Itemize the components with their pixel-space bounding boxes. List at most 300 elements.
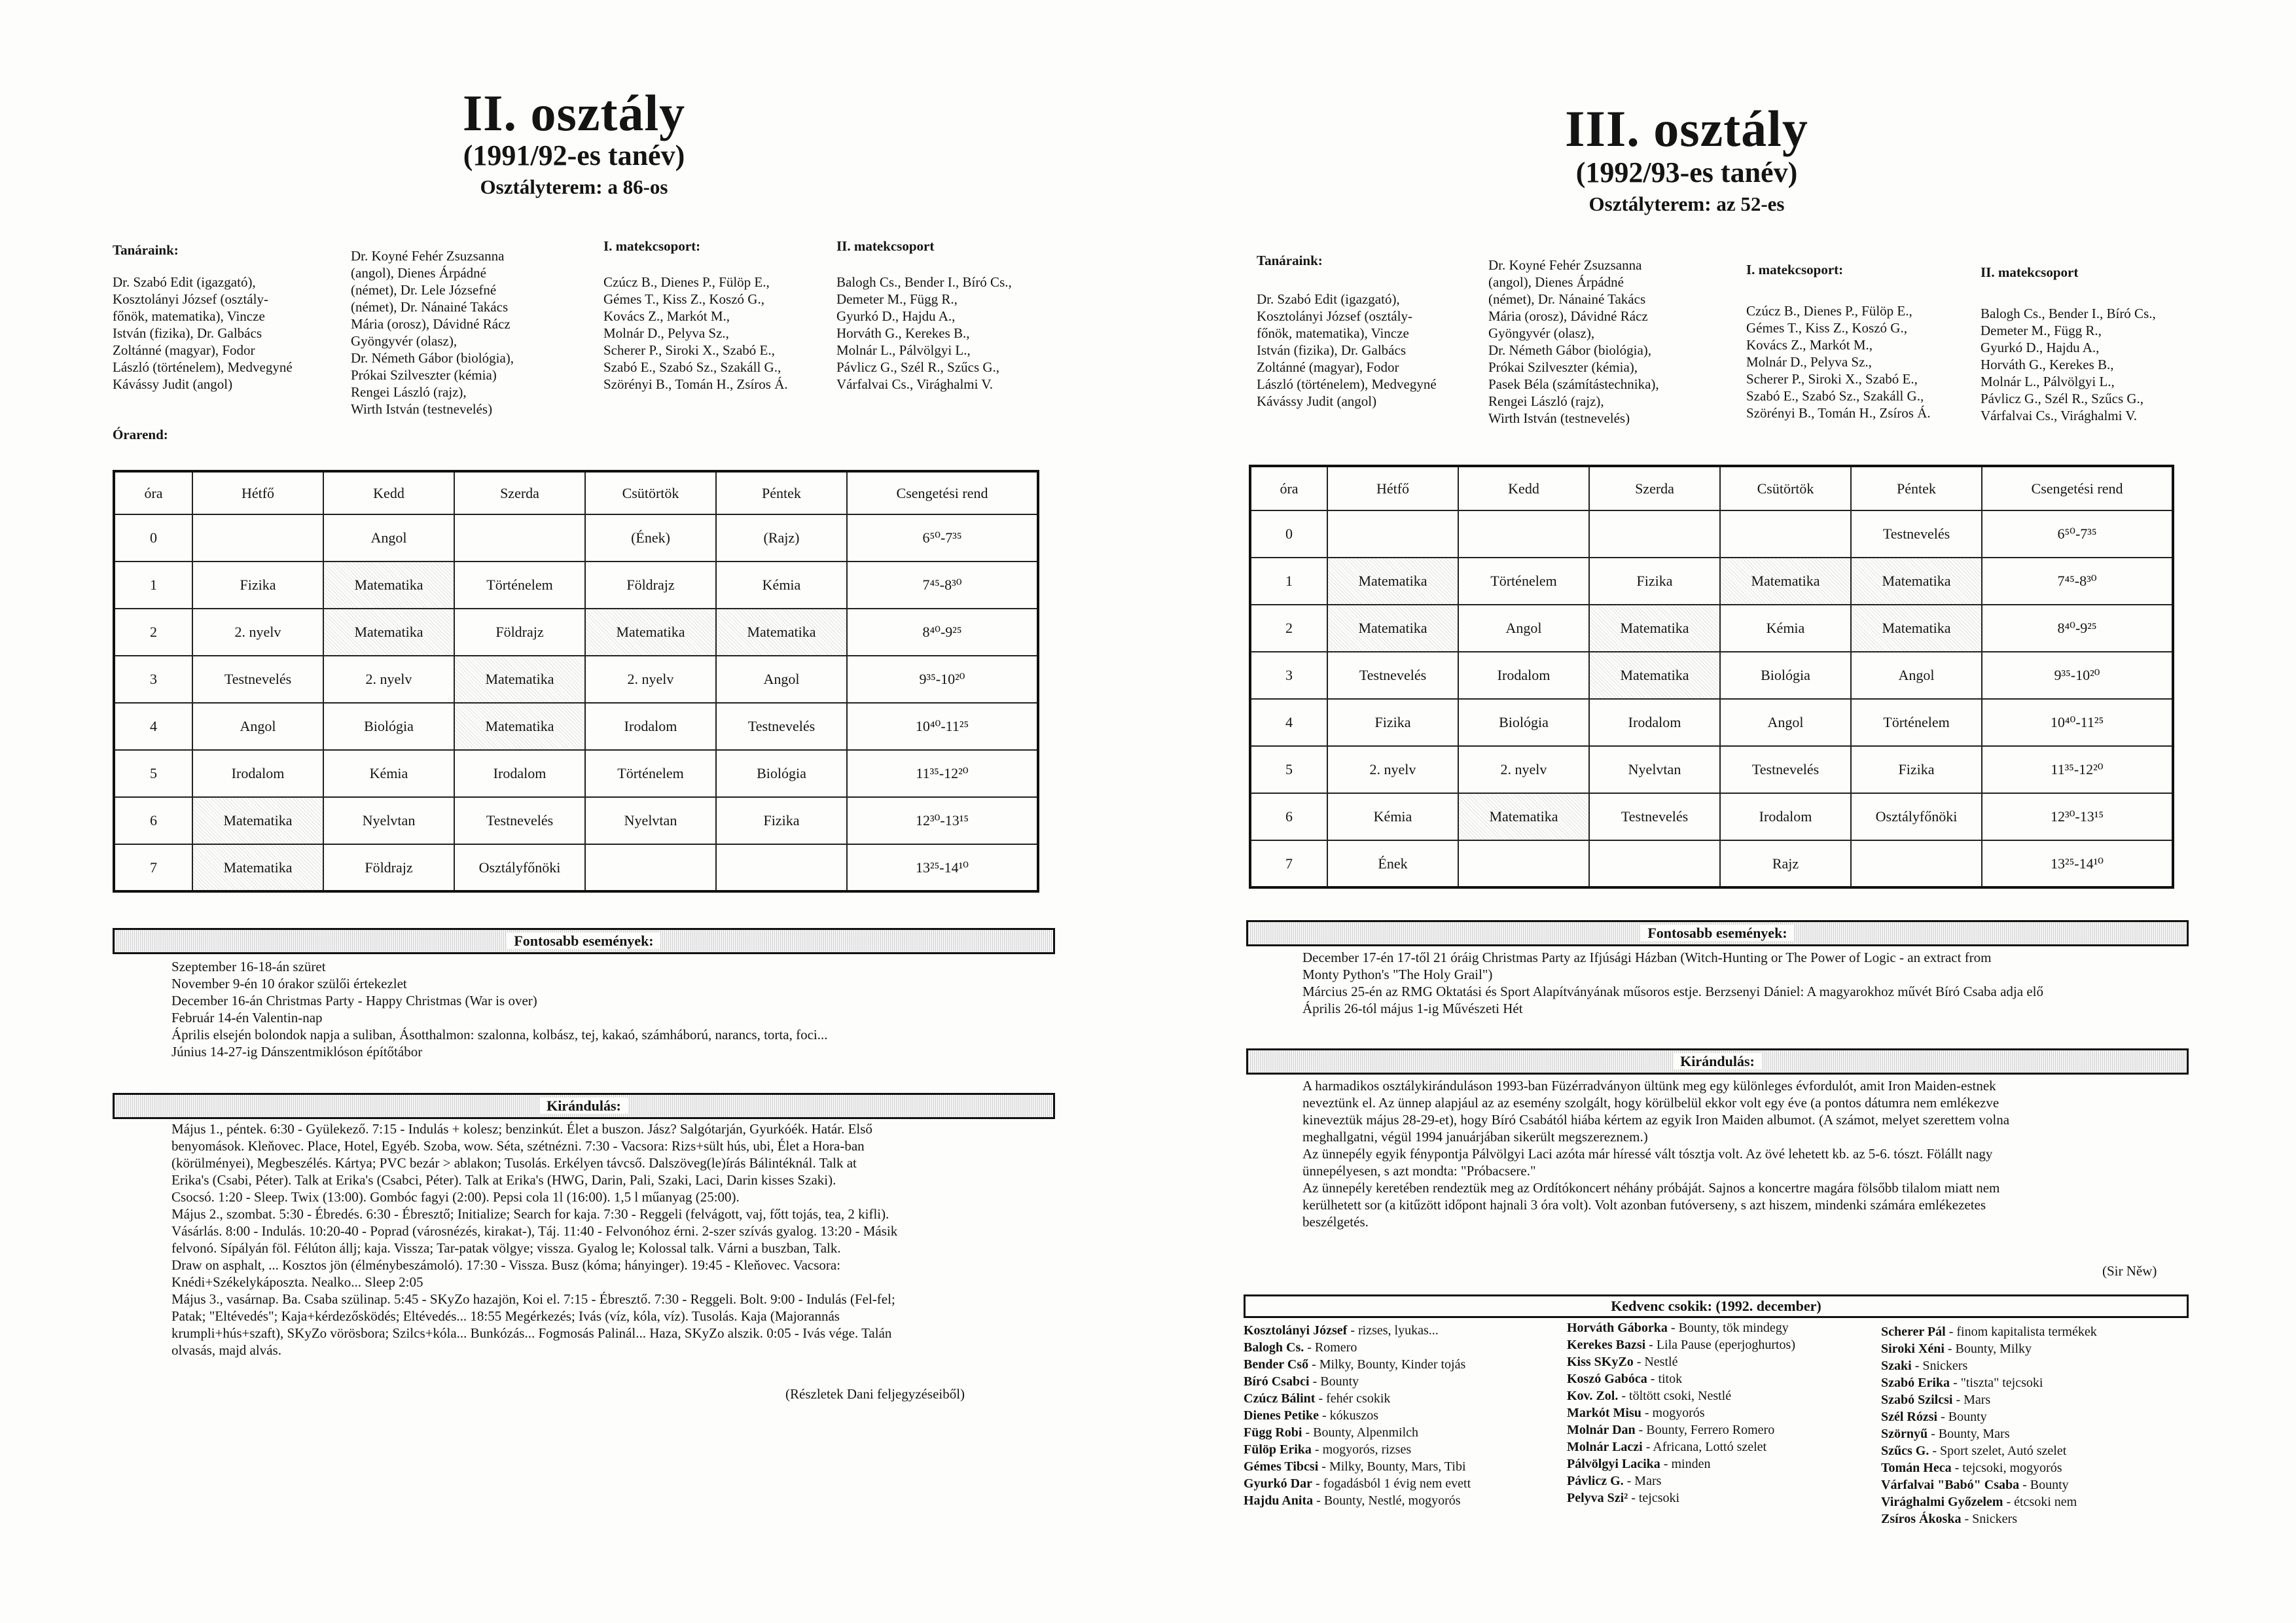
candy-entry [1881, 1425, 2097, 1442]
lesson-cell: Fizika [1327, 699, 1458, 746]
trip-signature: (Sir Něw) [2102, 1263, 2157, 1279]
bell-time: 12³⁰-13¹⁵ [847, 797, 1038, 844]
bell-time: 11³⁵-12²⁰ [1982, 746, 2173, 793]
text-line: December 16-án Christmas Party - Happy Christmas (War is over) [171, 993, 537, 1008]
lesson-cell: Történelem [585, 750, 716, 797]
lesson-cell [1851, 840, 1982, 887]
period-number: 1 [114, 562, 192, 609]
teachers-list-2: Dr. Koyné Fehér Zsuzsanna (angol), Dienes Árpádné (német), Dr. Lele Józsefné (német), Dr. Nánainé Takács Mária (orosz), Dávidné Rácz Gyöngyvér (olasz), Dr. Németh Gábor (biológia), Prókai Szilveszter (kémia) Rengei László (rajz), Wirth István (testnevelés) [351, 248, 514, 417]
lesson-cell: Matematika [585, 609, 716, 656]
lesson-cell: Matematika [192, 797, 323, 844]
candy-entry [1567, 1353, 1795, 1370]
favourite-chocolate: - Bounty, Ferrero Romero [1635, 1423, 1775, 1437]
candy-entry [1881, 1374, 2097, 1391]
favourite-chocolate: - mogyorós, rizses [1311, 1442, 1412, 1457]
student-name: Tomán Heca [1881, 1461, 1952, 1475]
lesson-cell: Irodalom [454, 750, 585, 797]
favourite-chocolate: - Snickers [1961, 1512, 2017, 1526]
favourite-chocolate: - Bounty [1309, 1374, 1359, 1389]
lesson-cell: Matematika [716, 609, 847, 656]
favourite-chocolate: - Bounty [1937, 1410, 1987, 1424]
lesson-cell: Angol [716, 656, 847, 703]
lesson-cell: Biológia [323, 703, 454, 750]
lesson-cell [1458, 510, 1589, 558]
lesson-cell [585, 844, 716, 891]
lesson-cell: Matematika [1851, 605, 1982, 652]
trip-banner: Kirándulás: [1246, 1048, 2189, 1075]
lesson-cell: Angol [323, 514, 454, 562]
text-line: benyomások. Kleňovec. Place, Hotel, Egyéb. Szoba, wow. Séta, szétnézni. 7:30 - Vacsora: Rizs+sült hús, ubi, Élet a Hora-ban [171, 1138, 865, 1154]
lesson-cell: Ének [1327, 840, 1458, 887]
timetable-header-cell: Csengetési rend [847, 471, 1038, 514]
favourite-chocolate: - "tiszta" tejcsoki [1950, 1376, 2043, 1390]
student-name: Kosztolányi József [1244, 1323, 1348, 1338]
text-line: neveztünk el. Az ünnep alapjául az az esemény szolgált, hogy körülbelül ekkor volt egy éve (a pontos dátumra nem emlékezve [1302, 1095, 2000, 1111]
lesson-cell: Matematika [454, 656, 585, 703]
timetable-row [1250, 652, 2173, 699]
favourite-chocolate: - fehér csokik [1315, 1391, 1391, 1406]
events-list [1302, 949, 2043, 1017]
candy-entry [1567, 1489, 1795, 1507]
lesson-cell: Fizika [1851, 746, 1982, 793]
lesson-cell: Fizika [716, 797, 847, 844]
candy-entry [1244, 1322, 1471, 1339]
lesson-cell: Földrajz [323, 844, 454, 891]
timetable-heading: Órarend: [113, 427, 168, 442]
page-title: II. osztály [462, 84, 686, 141]
lesson-cell: 2. nyelv [1458, 746, 1589, 793]
candy-entry [1567, 1438, 1795, 1455]
lesson-cell: Matematika [1720, 558, 1851, 605]
lesson-cell: Testnevelés [1589, 793, 1720, 840]
student-name: Bíró Csabci [1244, 1374, 1310, 1389]
teachers-list-1: Dr. Szabó Edit (igazgató), Kosztolányi József (osztály- főnök, matematika), Vincze István (fizika), Dr. Galbács Zoltánné (magyar), Fodor László (történelem), Medvegyné Kávássy Judit (angol) [113, 274, 293, 392]
timetable-header-cell: óra [114, 471, 192, 514]
student-name: Szél Rózsi [1881, 1410, 1938, 1424]
lesson-cell: Testnevelés [192, 656, 323, 703]
candy-entry [1567, 1472, 1795, 1489]
student-name: Scherer Pál [1881, 1325, 1946, 1339]
lesson-cell: Irodalom [192, 750, 323, 797]
candy-entry [1881, 1340, 2097, 1357]
text-line: meghallgatni, végül 1994 januárjában sikerült megszereznem.) [1302, 1129, 1648, 1145]
lesson-cell: Testnevelés [1720, 746, 1851, 793]
lesson-cell: Testnevelés [1851, 510, 1982, 558]
lesson-cell: Osztályfőnöki [1851, 793, 1982, 840]
lesson-cell: Kémia [1720, 605, 1851, 652]
favourite-chocolate: - minden [1660, 1457, 1711, 1471]
text-line: December 17-én 17-től 21 óráig Christmas Party az Ifjúsági Házban (Witch-Hunting or The Power of Logic - an extract from [1302, 950, 1992, 965]
period-number: 0 [114, 514, 192, 562]
lesson-cell: Osztályfőnöki [454, 844, 585, 891]
favourite-chocolate: - rizses, lyukas... [1347, 1323, 1439, 1338]
period-number: 0 [1250, 510, 1327, 558]
student-name: Hajdu Anita [1244, 1493, 1314, 1508]
bell-time: 8⁴⁰-9²⁵ [847, 609, 1038, 656]
student-name: Balogh Cs. [1244, 1340, 1304, 1355]
timetable-header-row [1250, 466, 2173, 510]
lesson-cell: Nyelvtan [1589, 746, 1720, 793]
teachers-list-2: Dr. Koyné Fehér Zsuzsanna (angol), Dienes Árpádné (német), Dr. Nánainé Takács Mária (orosz), Dávidné Rácz Gyöngyvér (olasz), Dr. Németh Gábor (biológia), Prókai Szilveszter (kémia), Pasek Béla (számítástechnika), Rengei László (rajz), Wirth István (testnevelés) [1488, 257, 1659, 426]
lesson-cell: 2. nyelv [585, 656, 716, 703]
timetable-header-cell: Hétfő [192, 471, 323, 514]
trip-text [171, 1120, 897, 1359]
lesson-cell: Történelem [1458, 558, 1589, 605]
candy-entry [1244, 1356, 1471, 1373]
lesson-cell [192, 514, 323, 562]
candy-entry [1567, 1387, 1795, 1404]
timetable-row [114, 797, 1038, 844]
text-line: Monty Python's "The Holy Grail") [1302, 967, 1493, 982]
timetable-row [114, 562, 1038, 609]
text-line: Május 3., vasárnap. Ba. Csaba szülinap. 5:45 - SKyZo hazajön, Koi el. 7:15 - Ébresztő. 7:30 - Reggeli. Bolt. 9:00 - Indulás (Fel-fel; [171, 1291, 895, 1307]
period-number: 1 [1250, 558, 1327, 605]
student-name: Szaki [1881, 1359, 1912, 1373]
candy-entry [1567, 1421, 1795, 1438]
text-line: kineveztük május 28-29-et), hogy Bíró Csabától hiába kértem az egyik Iron Maiden albumot. (A számot, melyet szerettem volna [1302, 1112, 2010, 1128]
candy-entry [1244, 1492, 1471, 1509]
favourite-chocolate: - Milky, Bounty, Kinder tojás [1308, 1357, 1466, 1372]
candy-entry [1881, 1493, 2097, 1510]
favourite-chocolate: - Snickers [1911, 1359, 1968, 1373]
right-page [1148, 0, 2296, 1623]
timetable-row [114, 609, 1038, 656]
lesson-cell: Matematika [1851, 558, 1982, 605]
student-name: Dienes Petike [1244, 1408, 1319, 1423]
student-name: Koszó Gabóca [1567, 1372, 1647, 1386]
student-name: Pávlicz G. [1567, 1474, 1624, 1488]
math-group-2-list: Balogh Cs., Bender I., Bíró Cs., Demeter M., Függ R., Gyurkó D., Hajdu A., Horváth G., Kerekes B., Molnár L., Pálvölgyi L., Pávlicz G., Szél R., Szűcs G., Várfalvai Cs., Virághalmi V. [836, 274, 1012, 392]
timetable-header-cell: óra [1250, 466, 1327, 510]
lesson-cell: Rajz [1720, 840, 1851, 887]
candy-entry [1244, 1458, 1471, 1475]
candy-column-1 [1244, 1322, 1471, 1509]
lesson-cell: Angol [1720, 699, 1851, 746]
timetable [1249, 465, 2174, 889]
lesson-cell: Matematika [323, 609, 454, 656]
timetable-row [1250, 793, 2173, 840]
text-line: beszélgetés. [1302, 1214, 1369, 1230]
bell-time: 6⁵⁰-7³⁵ [847, 514, 1038, 562]
lesson-cell: Matematika [1589, 605, 1720, 652]
candy-entry [1567, 1336, 1795, 1353]
favourite-chocolate: - tejcsoki, mogyorós [1951, 1461, 2062, 1475]
lesson-cell: Kémia [716, 562, 847, 609]
student-name: Bender Cső [1244, 1357, 1309, 1372]
math-group-2-list: Balogh Cs., Bender I., Bíró Cs., Demeter M., Függ R., Gyurkó D., Hajdu A., Horváth G., Kerekes B., Molnár L., Pálvölgyi L., Pávlicz G., Szél R., Szűcs G., Várfalvai Cs., Virághalmi V. [1981, 306, 2156, 423]
period-number: 3 [114, 656, 192, 703]
text-line: krumpli+hús+szaft), SKyZo vörösbora; Szilcs+kóla... Bunkózás... Fogmosás Palinál... Haza, SKyZo alszik. 0:05 - Ivás vége. Talán [171, 1325, 892, 1341]
favourite-chocolate: - Bounty, Mars [1928, 1427, 2010, 1441]
candy-entry [1881, 1510, 2097, 1527]
timetable-row [1250, 746, 2173, 793]
lesson-cell: Matematika [192, 844, 323, 891]
lesson-cell: Földrajz [585, 562, 716, 609]
favourite-chocolate: - Milky, Bounty, Mars, Tibi [1318, 1459, 1466, 1474]
timetable-header-cell: Szerda [1589, 466, 1720, 510]
bell-time: 12³⁰-13¹⁵ [1982, 793, 2173, 840]
candy-entry [1881, 1357, 2097, 1374]
lesson-cell: Angol [1458, 605, 1589, 652]
text-line: Vásárlás. 8:00 - Indulás. 10:20-40 - Poprad (városnézés, kirakat-), Táj. 11:40 - Felvonóhoz érni. 2-szer szívás gyalog. 13:20 - Másik [171, 1223, 898, 1239]
lesson-cell: Nyelvtan [323, 797, 454, 844]
student-name: Kiss SKyZo [1567, 1355, 1634, 1369]
timetable-header-cell: Csütörtök [1720, 466, 1851, 510]
lesson-cell: Irodalom [585, 703, 716, 750]
text-line: (körülményei), Megbeszélés. Kártya; PVC bezár > ablakon; Tusolás. Erkélyen távcső. Dalszöveg(le)írás Bálintéknál. Talk at [171, 1155, 857, 1171]
text-line: Május 1., péntek. 6:30 - Gyülekező. 7:15 - Indulás + kolesz; benzinkút. Élet a buszon. Jász? Salgótarján, Gyurkóék. Határ. Első [171, 1121, 872, 1137]
student-name: Molnár Dan [1567, 1423, 1636, 1437]
lesson-cell: (Rajz) [716, 514, 847, 562]
lesson-cell: Nyelvtan [585, 797, 716, 844]
teachers-heading: Tanáraink: [113, 242, 179, 258]
period-number: 7 [1250, 840, 1327, 887]
lesson-cell [1589, 840, 1720, 887]
favourite-chocolate: - Sport szelet, Autó szelet [1929, 1444, 2067, 1458]
bell-time: 13²⁵-14¹⁰ [1982, 840, 2173, 887]
lesson-cell: Testnevelés [454, 797, 585, 844]
candy-entry [1881, 1442, 2097, 1459]
favourite-chocolate: - Bounty, Nestlé, mogyorós [1313, 1493, 1461, 1508]
timetable-header-cell: Kedd [323, 471, 454, 514]
school-year: (1992/93-es tanév) [1575, 156, 1798, 188]
candy-column-3 [1881, 1323, 2097, 1527]
text-line: Csocsó. 1:20 - Sleep. Twix (13:00). Gombóc fagyi (2:00). Pepsi cola 1l (16:00). 1,5 l műanyag (25:00). [171, 1189, 740, 1205]
trip-signature: (Részletek Dani feljegyzéseiből) [785, 1386, 965, 1402]
lesson-cell: Testnevelés [1327, 652, 1458, 699]
lesson-cell: Kémia [1327, 793, 1458, 840]
classroom: Osztályterem: az 52-es [1588, 192, 1785, 215]
lesson-cell: (Ének) [585, 514, 716, 562]
lesson-cell: Matematika [454, 703, 585, 750]
timetable-row [114, 750, 1038, 797]
candy-entry [1567, 1319, 1795, 1336]
lesson-cell [1720, 510, 1851, 558]
math-group-1-heading: I. matekcsoport: [1746, 262, 1844, 277]
favourite-chocolate: - kókuszos [1318, 1408, 1379, 1423]
text-line: Knédi+Székelykáposzta. Nealko... Sleep 2:05 [171, 1274, 423, 1290]
math-group-2-heading: II. matekcsoport [1981, 264, 2079, 280]
lesson-cell: Kémia [323, 750, 454, 797]
timetable-header-cell: Hétfő [1327, 466, 1458, 510]
timetable-header-cell: Kedd [1458, 466, 1589, 510]
timetable [113, 470, 1039, 893]
lesson-cell: Biológia [1720, 652, 1851, 699]
favourite-chocolate: - finom kapitalista termékek [1945, 1325, 2097, 1339]
timetable-row [1250, 840, 2173, 887]
period-number: 4 [114, 703, 192, 750]
student-name: Molnár Laczi [1567, 1440, 1643, 1454]
lesson-cell: Angol [192, 703, 323, 750]
math-group-1-heading: I. matekcsoport: [603, 238, 701, 254]
candy-entry [1244, 1441, 1471, 1458]
candy-entry [1244, 1407, 1471, 1424]
favourite-chocolate: - Nestlé [1633, 1355, 1678, 1369]
candy-column-2 [1567, 1319, 1795, 1507]
text-line: Április 26-tól május 1-ig Művészeti Hét [1302, 1001, 1523, 1016]
text-line: A harmadikos osztálykiránduláson 1993-ban Füzérradványon ültünk meg egy különleges évfordulót, amit Iron Maiden-estnek [1302, 1078, 1996, 1094]
student-name: Pelyva Szi² [1567, 1491, 1628, 1505]
candy-entry [1244, 1390, 1471, 1407]
timetable-header-cell: Péntek [1851, 466, 1982, 510]
timetable-row [1250, 558, 2173, 605]
candy-entry [1881, 1476, 2097, 1493]
student-name: Horváth Gáborka [1567, 1321, 1668, 1335]
text-line: olvasás, majd alvás. [171, 1342, 281, 1358]
timetable-header-cell: Péntek [716, 471, 847, 514]
text-line: kerülhetett sor (a kitűzött időpont hajnali 3 óra volt). Volt azonban futóverseny, s azt hiszem, mindenki számára emlékezetes [1302, 1197, 1986, 1213]
period-number: 2 [114, 609, 192, 656]
period-number: 4 [1250, 699, 1327, 746]
bell-time: 8⁴⁰-9²⁵ [1982, 605, 2173, 652]
student-name: Gémes Tibcsi [1244, 1459, 1319, 1474]
favourite-chocolate: - Romero [1304, 1340, 1357, 1355]
favourite-chocolate: - Mars [1952, 1393, 1991, 1407]
math-group-2-heading: II. matekcsoport [836, 238, 935, 254]
lesson-cell [1327, 510, 1458, 558]
lesson-cell: Matematika [1589, 652, 1720, 699]
lesson-cell: 2. nyelv [323, 656, 454, 703]
lesson-cell [454, 514, 585, 562]
lesson-cell [716, 844, 847, 891]
text-line: Szeptember 16-18-án szüret [171, 959, 326, 974]
candy-entry [1881, 1323, 2097, 1340]
favourite-chocolate: - Mars [1623, 1474, 1662, 1488]
favourite-chocolate: - étcsoki nem [2003, 1495, 2077, 1509]
period-number: 5 [1250, 746, 1327, 793]
candy-entry [1567, 1370, 1795, 1387]
candy-entry [1881, 1408, 2097, 1425]
candy-entry [1567, 1404, 1795, 1421]
period-number: 5 [114, 750, 192, 797]
favourite-chocolate: - tejcsoki [1628, 1491, 1680, 1505]
lesson-cell: Irodalom [1720, 793, 1851, 840]
lesson-cell: Testnevelés [716, 703, 847, 750]
student-name: Gyurkó Dar [1244, 1476, 1312, 1491]
classroom: Osztályterem: a 86-os [480, 175, 668, 198]
text-line: Patak; "Eltévedés"; Kaja+kérdezősködés; Eltévedés... 18:55 Megérkezés; Ivás (víz, kóla, víz). Tusolás. Kaja (Majorannás [171, 1308, 840, 1324]
bell-time: 13²⁵-14¹⁰ [847, 844, 1038, 891]
trip-banner: Kirándulás: [113, 1093, 1055, 1119]
text-line: Draw on asphalt, ... Kosztos jön (élménybeszámoló). 17:30 - Vissza. Busz (kóma; hányinger). 19:45 - Kleňovec. Vacsora: [171, 1257, 841, 1273]
timetable-row [114, 514, 1038, 562]
candy-entry [1244, 1373, 1471, 1390]
lesson-cell: 2. nyelv [1327, 746, 1458, 793]
period-number: 2 [1250, 605, 1327, 652]
lesson-cell [1458, 840, 1589, 887]
bell-time: 10⁴⁰-11²⁵ [847, 703, 1038, 750]
bell-time: 9³⁵-10²⁰ [847, 656, 1038, 703]
text-line: Május 2., szombat. 5:30 - Ébredés. 6:30 - Ébresztő; Initialize; Search for kaja. 7:30 - Reggeli (felvágott, vaj, főtt tojás, tea, 2 kifli). [171, 1206, 889, 1222]
math-group-1-list: Czúcz B., Dienes P., Fülöp E., Gémes T., Kiss Z., Koszó G., Kovács Z., Markót M., Molnár D., Pelyva Sz., Scherer P., Siroki X., Szabó E., Szabó E., Szabó Sz., Szakáll G., Szörényi B., Tomán H., Zsíros Á. [1746, 303, 1931, 421]
favourite-chocolate: - fogadásból 1 évig nem evett [1312, 1476, 1471, 1491]
student-name: Zsíros Ákoska [1881, 1512, 1962, 1526]
bell-time: 7⁴⁵-8³⁰ [1982, 558, 2173, 605]
lesson-cell: Történelem [454, 562, 585, 609]
lesson-cell [1589, 510, 1720, 558]
favourite-chocolate: - Africana, Lottó szelet [1642, 1440, 1767, 1454]
page-title: III. osztály [1565, 100, 1808, 157]
timetable-row [114, 703, 1038, 750]
student-name: Pálvölgyi Lacika [1567, 1457, 1660, 1471]
timetable-row [114, 656, 1038, 703]
text-line: felvonó. Sípályán föl. Félúton állj; kaja. Vissza; Tar-patak völgye; vissza. Gyalog le; Kolossal talk. Várni a buszban, Talk. [171, 1240, 841, 1256]
student-name: Szörnyű [1881, 1427, 1928, 1441]
lesson-cell: Irodalom [1589, 699, 1720, 746]
student-name: Szabó Erika [1881, 1376, 1950, 1390]
period-number: 7 [114, 844, 192, 891]
candy-entry [1244, 1339, 1471, 1356]
candy-banner: Kedvenc csokik: (1992. december) [1244, 1294, 2189, 1318]
lesson-cell: Fizika [1589, 558, 1720, 605]
timetable-row [1250, 510, 2173, 558]
lesson-cell: Biológia [716, 750, 847, 797]
period-number: 6 [114, 797, 192, 844]
favourite-chocolate: - Bounty [2019, 1478, 2069, 1492]
student-name: Fülöp Erika [1244, 1442, 1312, 1457]
candy-entry [1244, 1424, 1471, 1441]
bell-time: 7⁴⁵-8³⁰ [847, 562, 1038, 609]
student-name: Függ Robi [1244, 1425, 1302, 1440]
text-line: Április elsején bolondok napja a suliban, Ásotthalmon: szalonna, kolbász, tej, kakaó, számháború, narancs, torta, foci... [171, 1027, 828, 1043]
text-line: Az ünnepély keretében rendeztük meg az Ordítókoncert néhány próbáját. Sajnos a koncertre magára fölsőbb tilalom miatt nem [1302, 1180, 2000, 1196]
bell-time: 9³⁵-10²⁰ [1982, 652, 2173, 699]
favourite-chocolate: - töltött csoki, Nestlé [1618, 1389, 1732, 1403]
lesson-cell: Matematika [1327, 558, 1458, 605]
lesson-cell: Matematika [1327, 605, 1458, 652]
teachers-list-1: Dr. Szabó Edit (igazgató), Kosztolányi József (osztály- főnök, matematika), Vincze István (fizika), Dr. Galbács Zoltánné (magyar), Fodor László (történelem), Medvegyné Kávássy Judit (angol) [1257, 291, 1437, 409]
lesson-cell: Matematika [1458, 793, 1589, 840]
timetable-header-cell: Csütörtök [585, 471, 716, 514]
bell-time: 10⁴⁰-11²⁵ [1982, 699, 2173, 746]
timetable-header-row [114, 471, 1038, 514]
lesson-cell: 2. nyelv [192, 609, 323, 656]
student-name: Várfalvai "Babó" Csaba [1881, 1478, 2020, 1492]
timetable-header-cell: Szerda [454, 471, 585, 514]
student-name: Szűcs G. [1881, 1444, 1929, 1458]
text-line: Erika's (Csabi, Péter). Talk at Erika's (Csabci, Péter). Talk at Erika's (HWG, Darin, Pali, Szaki, Laci, Darin kisses Szaki). [171, 1172, 836, 1188]
favourite-chocolate: - titok [1647, 1372, 1683, 1386]
favourite-chocolate: - Lila Pause (eperjoghurtos) [1645, 1338, 1795, 1352]
lesson-cell: Angol [1851, 652, 1982, 699]
candy-entry [1881, 1391, 2097, 1408]
favourite-chocolate: - Bounty, tök mindegy [1667, 1321, 1789, 1335]
text-line: ünnepélyesen, s azt mondta: "Próbacsere." [1302, 1163, 1536, 1179]
favourite-chocolate: - Bounty, Alpenmilch [1302, 1425, 1419, 1440]
lesson-cell: Biológia [1458, 699, 1589, 746]
math-group-1-list: Czúcz B., Dienes P., Fülöp E., Gémes T., Kiss Z., Koszó G., Kovács Z., Markót M., Molnár D., Pelyva Sz., Scherer P., Siroki X., Szabó E., Szabó E., Szabó Sz., Szakáll G., Szörényi B., Tomán H., Zsíros Á. [603, 274, 788, 392]
text-line: Az ünnepély egyik fénypontja Pálvölgyi Laci azóta már híressé vált tósztja volt. Az övé lehetett kb. az 5-6. tószt. Fölállt nagy [1302, 1146, 1993, 1162]
student-name: Kov. Zol. [1567, 1389, 1619, 1403]
period-number: 6 [1250, 793, 1327, 840]
text-line: Március 25-én az RMG Oktatási és Sport Alapítványának műsoros estje. Berzsenyi Dániel: A magyarokhoz művét Bíró Csaba adja elő [1302, 984, 2043, 999]
events-banner: Fontosabb események: [113, 928, 1055, 954]
bell-time: 11³⁵-12²⁰ [847, 750, 1038, 797]
favourite-chocolate: - mogyorós [1641, 1406, 1705, 1420]
lesson-cell: Történelem [1851, 699, 1982, 746]
student-name: Szabó Szilcsi [1881, 1393, 1953, 1407]
timetable-header-cell: Csengetési rend [1982, 466, 2173, 510]
student-name: Virághalmi Győzelem [1881, 1495, 2003, 1509]
teachers-heading: Tanáraink: [1257, 253, 1323, 268]
candy-entry [1567, 1455, 1795, 1472]
period-number: 3 [1250, 652, 1327, 699]
timetable-row [1250, 605, 2173, 652]
events-banner: Fontosabb események: [1246, 920, 2189, 946]
lesson-cell: Fizika [192, 562, 323, 609]
text-line: Február 14-én Valentin-nap [171, 1010, 323, 1026]
trip-text [1302, 1077, 2009, 1230]
